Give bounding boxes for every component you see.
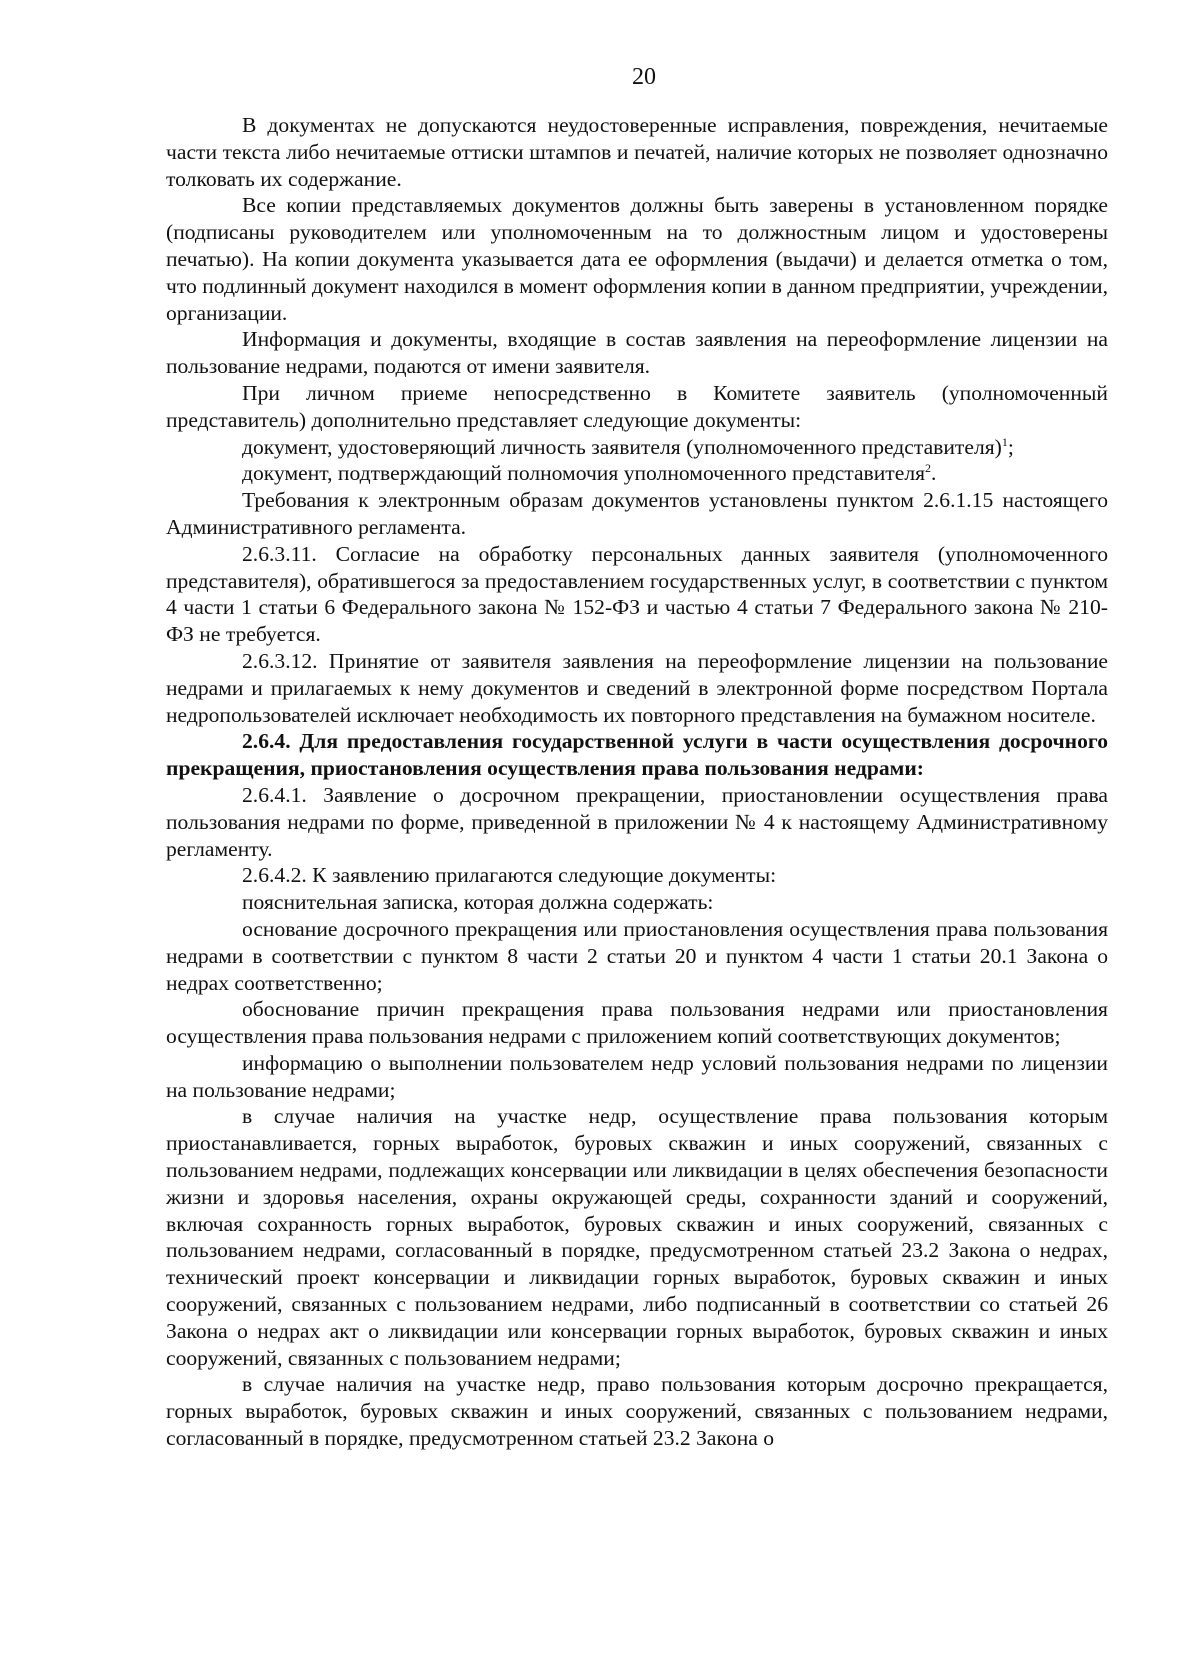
paragraph-text: 2.6.4.2. К заявлению прилагаются следующие документы: <box>242 863 777 888</box>
paragraph-text: пояснительная записка, которая должна содержать: <box>242 890 714 915</box>
paragraph-text: 2.6.3.11. Согласие на обработку персональных данных заявителя (уполномоченного представителя), обратившегося за предоставлением государственных услуг, в соответствии с пунктом 4 части 1 статьи 6 Федерального закона № 152-ФЗ и частью 4 статьи 7 Федерального закона № 210-ФЗ не требуется. <box>166 541 1108 647</box>
paragraph-text: документ, подтверждающий полномочия уполномоченного представителя <box>242 461 926 486</box>
paragraph-text: документ, удостоверяющий личность заявителя (уполномоченного представителя) <box>242 434 1002 459</box>
footnote-marker: 2 <box>925 461 932 476</box>
paragraph <box>166 862 1108 889</box>
paragraph <box>166 326 1108 380</box>
paragraph-text: в случае наличия на участке недр, осуществление права пользования которым приостанавливается, горных выработок, буровых скважин и иных сооружений, связанных с пользованием недрами, подлежащих консервации или ликвидации в целях обеспечения безопасности жизни и здоровья населения, охраны окружающей среды, сохранности зданий и сооружений, включая сохранность горных выработок, буровых скважин и иных сооружений, связанных с пользованием недрами, согласованный в порядке, предусмотренном статьей 23.2 Закона о недрах, технический проект консервации и ликвидации горных выработок, буровых скважин и иных сооружений, связанных с пользованием недрами, либо подписанный в соответствии со статьей 26 Закона о недрах акт о ликвидации или консервации горных выработок, буровых скважин и иных сооружений, связанных с пользованием недрами; <box>166 1104 1108 1370</box>
paragraph <box>166 648 1108 728</box>
paragraph <box>166 1050 1108 1104</box>
paragraph-text: При личном приеме непосредственно в Комитете заявитель (уполномоченный представитель) дополнительно представляет следующие документы: <box>166 380 1108 432</box>
paragraph <box>166 916 1108 996</box>
paragraph <box>166 487 1108 541</box>
paragraph <box>166 380 1108 434</box>
paragraph-text: обоснование причин прекращения права пользования недрами или приостановления осуществления права пользования недрами с приложением копий соответствующих документов; <box>166 997 1108 1049</box>
paragraph <box>166 541 1108 648</box>
document-body <box>166 112 1108 1452</box>
paragraph <box>166 782 1108 862</box>
paragraph-tail: . <box>931 461 937 486</box>
paragraph-text: основание досрочного прекращения или приостановления осуществления права пользования недрами в соответствии с пунктом 8 части 2 статьи 20 и пунктом 4 части 1 статьи 20.1 Закона о недрах соответственно; <box>166 916 1108 995</box>
paragraph-text: В документах не допускаются неудостоверенные исправления, повреждения, нечитаемые части текста либо нечитаемые оттиски штампов и печатей, наличие которых не позволяет однозначно толковать их содержание. <box>166 113 1108 191</box>
document-page <box>166 62 1108 1452</box>
paragraph <box>166 1371 1108 1451</box>
paragraph <box>166 889 1108 916</box>
paragraph-text: Требования к электронным образам документов установлены пунктом 2.6.1.15 настоящего Административного регламента. <box>166 488 1108 539</box>
paragraph <box>166 192 1108 326</box>
paragraph-text: 2.6.4. Для предоставления государственной услуги в части осуществления досрочного прекращения, приостановления осуществления права пользования недрами: <box>166 729 1108 781</box>
paragraph-text: 2.6.3.12. Принятие от заявителя заявления на переоформление лицензии на пользование недрами и прилагаемых к нему документов и сведений в электронной форме посредством Портала недропользователей исключает необходимость их повторного представления на бумажном носителе. <box>166 648 1108 727</box>
paragraph-text: Информация и документы, входящие в состав заявления на переоформление лицензии на пользование недрами, подаются от имени заявителя. <box>166 327 1108 379</box>
paragraph <box>166 460 1108 487</box>
paragraph <box>166 434 1108 461</box>
paragraph-tail: ; <box>1007 434 1014 459</box>
paragraph-text: в случае наличия на участке недр, право пользования которым досрочно прекращается, горных выработок, буровых скважин и иных сооружений, связанных с пользованием недрами, согласованный в порядке, предусмотренном статьей 23.2 Закона о <box>166 1372 1108 1451</box>
paragraph <box>166 1103 1108 1371</box>
page-number: 20 <box>632 64 656 90</box>
footnote-marker: 1 <box>1001 434 1008 449</box>
section-heading <box>166 728 1108 782</box>
paragraph <box>166 996 1108 1050</box>
paragraph-text: информацию о выполнении пользователем недр условий пользования недрами по лицензии на пользование недрами; <box>166 1050 1108 1102</box>
paragraph-text: 2.6.4.1. Заявление о досрочном прекращении, приостановлении осуществления права пользования недрами по форме, приведенной в приложении № 4 к настоящему Административному регламенту. <box>166 782 1108 861</box>
paragraph-text: Все копии представляемых документов должны быть заверены в установленном порядке (подписаны руководителем или уполномоченным на то должностным лицом и удостоверены печатью). На копии документа указывается дата ее оформления (выдачи) и делается отметка о том, что подлинный документ находился в момент оформления копии в данном предприятии, учреждении, организации. <box>166 193 1108 325</box>
paragraph <box>166 112 1108 192</box>
